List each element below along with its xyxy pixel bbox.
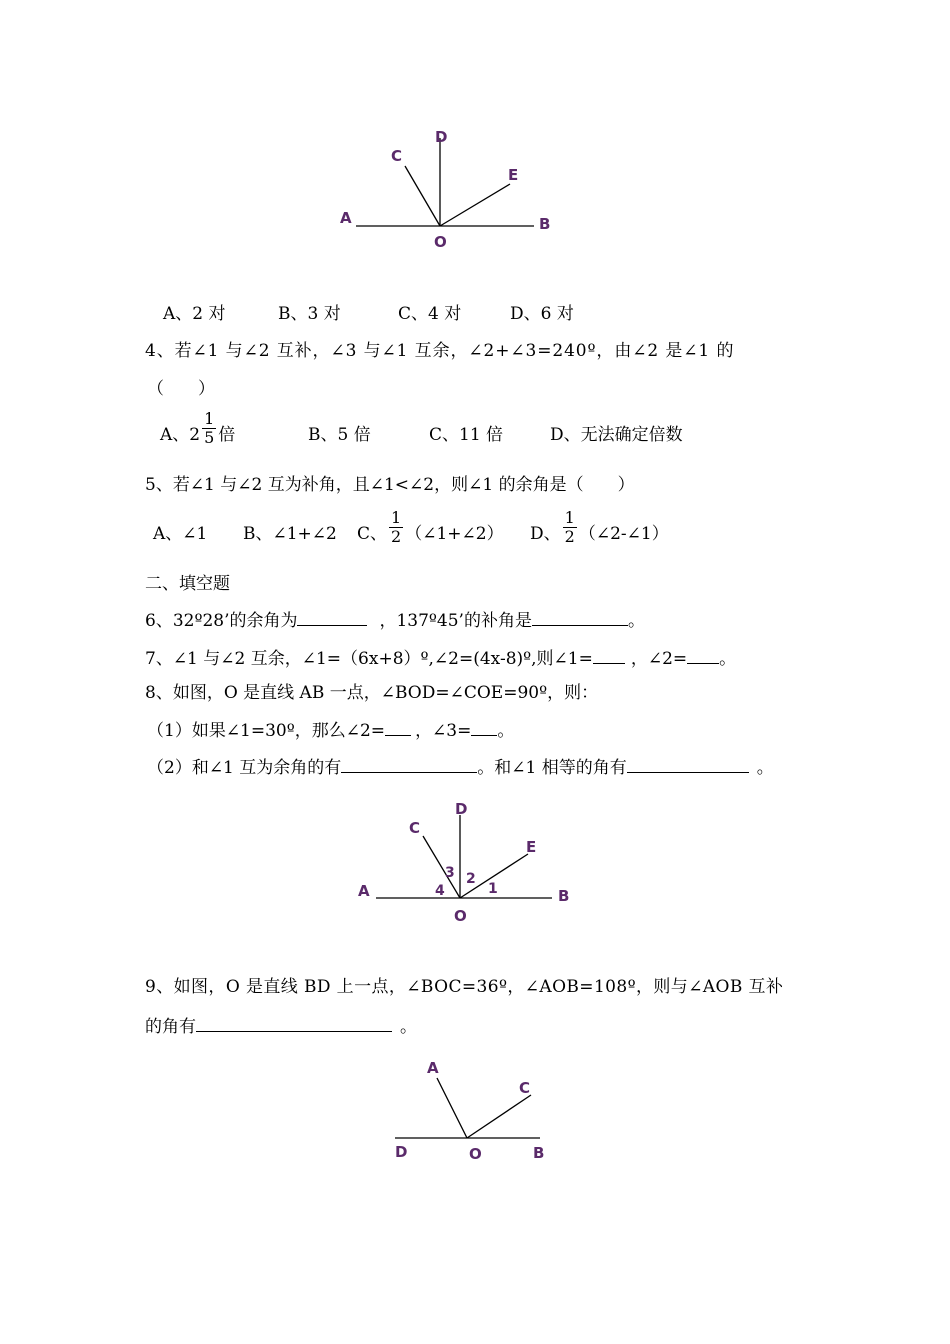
q5-option-d-numerator: 1 xyxy=(564,508,575,527)
label-a: A xyxy=(358,882,370,900)
q7 xyxy=(145,645,736,671)
q5-option-c-prefix: C、 xyxy=(357,524,388,544)
q6-blank-2[interactable] xyxy=(532,607,628,626)
q8-sub1-blank-2[interactable] xyxy=(471,717,497,736)
q8-sub2-blank-2[interactable] xyxy=(627,754,749,773)
angle-label-1: 1 xyxy=(488,881,498,897)
q4-option-b: B、5 倍 xyxy=(308,425,371,445)
q4-option-a-denominator: 5 xyxy=(204,428,215,447)
ray-oe xyxy=(440,184,510,226)
q6-blank-1[interactable] xyxy=(297,607,367,626)
q9-line2-part1: 的角有 xyxy=(145,1017,196,1037)
ray-oa xyxy=(437,1078,467,1138)
q5-option-b: B、∠1+∠2 xyxy=(243,524,337,544)
q3-option-b: B、3 对 xyxy=(278,304,341,324)
section-2-title: 二、填空题 xyxy=(145,574,230,594)
label-o: O xyxy=(469,1145,482,1163)
q9-line2 xyxy=(145,1013,417,1039)
q3-option-c: C、4 对 xyxy=(398,304,462,324)
q5-option-c xyxy=(357,508,504,546)
q4-option-a-fraction xyxy=(202,410,216,447)
q5-option-d xyxy=(530,508,669,546)
figure-2-angle-diagram xyxy=(350,795,580,930)
q5-option-c-denominator: 2 xyxy=(391,527,402,546)
ray-oc xyxy=(405,166,440,226)
q8-sub1-part3: 。 xyxy=(497,721,515,741)
ray-oc xyxy=(467,1095,531,1138)
label-c: C xyxy=(409,819,421,837)
label-a: A xyxy=(340,209,352,227)
figure-2-svg xyxy=(350,795,580,930)
label-a: A xyxy=(427,1059,439,1077)
q8-sub1 xyxy=(147,717,514,743)
label-b: B xyxy=(558,887,570,905)
q6 xyxy=(145,607,645,633)
q5-option-d-fraction xyxy=(563,509,577,546)
q8-stem: 8、如图，O 是直线 AB 一点，∠BOD=∠COE=90º，则： xyxy=(145,683,599,703)
q7-blank-2[interactable] xyxy=(687,645,719,664)
label-e: E xyxy=(526,838,537,856)
label-c: C xyxy=(391,147,403,165)
angle-label-2: 2 xyxy=(466,871,476,887)
label-d: D xyxy=(455,800,468,818)
figure-1-angle-diagram xyxy=(330,120,560,255)
q8-sub2-part2: 。和∠1 相等的角有 xyxy=(477,758,627,778)
label-d: D xyxy=(435,128,448,146)
q8-sub2-part3: 。 xyxy=(756,758,774,778)
q4-paren: （ ） xyxy=(147,379,215,399)
q5-option-c-fraction xyxy=(389,509,403,546)
q4-option-d: D、无法确定倍数 xyxy=(550,425,683,445)
angle-label-4: 4 xyxy=(435,883,445,899)
q4-option-a-suffix: 倍 xyxy=(218,425,236,445)
q8-sub2 xyxy=(147,754,774,780)
label-c: C xyxy=(519,1079,531,1097)
figure-1-svg xyxy=(330,120,560,255)
figure-3-svg xyxy=(385,1050,565,1170)
q8-sub1-blank-1[interactable] xyxy=(385,717,411,736)
q5-option-d-prefix: D、 xyxy=(530,524,561,544)
angle-label-3: 3 xyxy=(445,865,455,881)
label-b: B xyxy=(539,215,551,233)
q4-option-a-prefix: A、2 xyxy=(160,425,201,445)
q6-part3: 。 xyxy=(627,611,645,631)
q3-option-d: D、6 对 xyxy=(510,304,574,324)
q5-option-c-numerator: 1 xyxy=(391,508,402,527)
q5-option-d-suffix: （∠2-∠1） xyxy=(578,524,669,544)
q4-option-a-numerator: 1 xyxy=(204,409,215,428)
q9-line1: 9、如图，O 是直线 BD 上一点，∠BOC=36º，∠AOB=108º，则与∠AOB 互补 xyxy=(145,977,784,997)
q8-sub1-part1: （1）如果∠1=30º，那么∠2= xyxy=(147,721,386,741)
q5-option-a: A、∠1 xyxy=(153,524,208,544)
q8-sub2-part1: （2）和∠1 互为余角的有 xyxy=(147,758,342,778)
label-o: O xyxy=(454,907,467,925)
label-e: E xyxy=(508,166,519,184)
q5-option-d-denominator: 2 xyxy=(564,527,575,546)
q5-stem: 5、若∠1 与∠2 互为补角，且∠1<∠2，则∠1 的余角是（ ） xyxy=(145,475,635,495)
q6-part2: ，137º45’的补角是 xyxy=(379,611,532,631)
q9-line2-part2: 。 xyxy=(400,1017,417,1037)
label-d: D xyxy=(395,1143,408,1161)
label-b: B xyxy=(533,1144,545,1162)
q7-blank-1[interactable] xyxy=(593,645,625,664)
q5-option-c-suffix: （∠1+∠2） xyxy=(405,524,504,544)
q8-sub1-part2: ，∠3= xyxy=(415,721,472,741)
q9-blank[interactable] xyxy=(196,1013,392,1032)
q6-part1: 6、32º28’的余角为 xyxy=(145,611,298,631)
q3-option-a: A、2 对 xyxy=(163,304,226,324)
q4-stem: 4、若∠1 与∠2 互补，∠3 与∠1 互余，∠2+∠3=240º，由∠2 是∠1 的 xyxy=(145,341,735,361)
q7-part3: 。 xyxy=(719,649,737,669)
figure-3-angle-diagram xyxy=(385,1050,565,1170)
q7-part2: ，∠2= xyxy=(630,649,688,669)
q7-part1: 7、∠1 与∠2 互余，∠1=（6x+8）º,∠2=(4x-8)º,则∠1= xyxy=(145,649,593,669)
label-o: O xyxy=(434,233,447,251)
q4-option-c: C、11 倍 xyxy=(429,425,504,445)
q4-option-a xyxy=(160,409,236,447)
q8-sub2-blank-1[interactable] xyxy=(341,754,477,773)
